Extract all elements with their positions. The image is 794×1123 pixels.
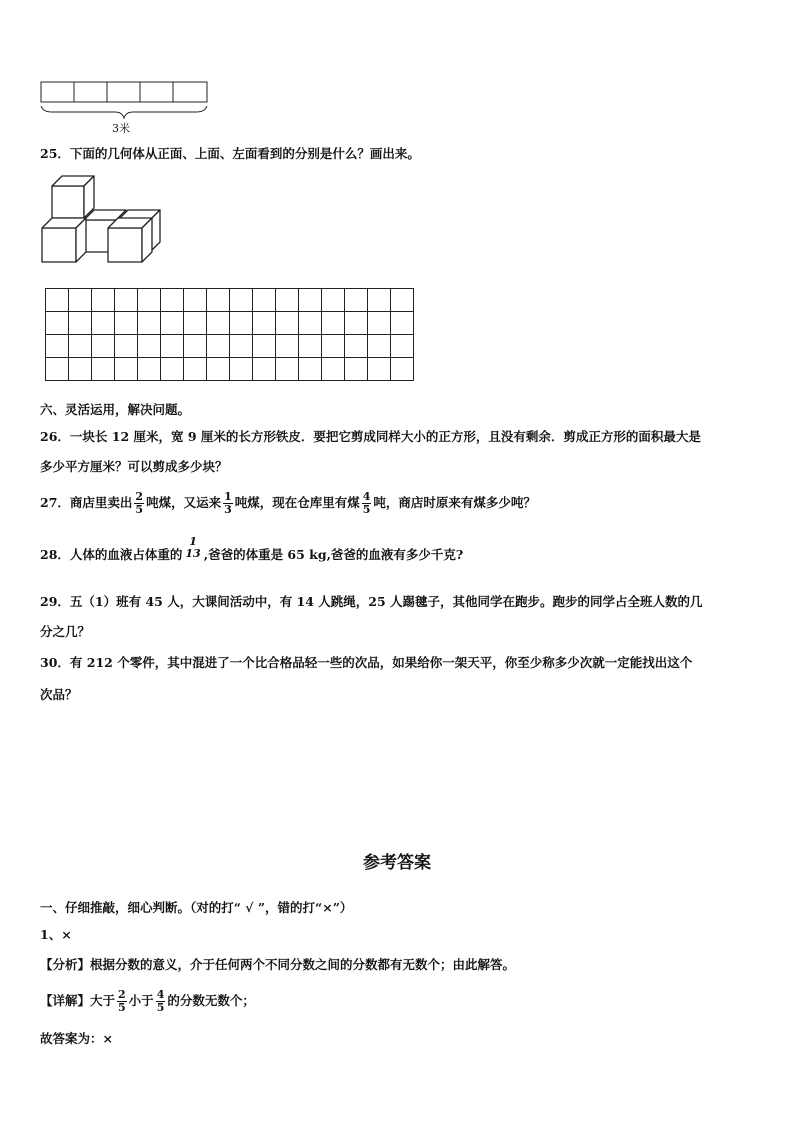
question-30-line2: 次品？: [40, 687, 78, 702]
question-29-line1: 29．五（1）班有 45 人，大课间活动中，有 14 人跳绳，25 人踢毽子，其他同学在跑步。跑步的同学占全班人数的几: [40, 594, 703, 609]
detail-text-1: 【详解】大于: [40, 993, 116, 1008]
q27-fraction-2: $\frac{1}{3}$: [224, 490, 232, 516]
detail-text-3: 的分数无数个；: [167, 993, 255, 1008]
q27-fraction-1: $\frac{2}{5}$: [135, 490, 144, 516]
q28-fraction: 1 13: [185, 535, 201, 560]
answers-section-1-heading: 一、仔细推敲，细心判断。（对的打“ √ ”，错的打“×”）: [40, 900, 353, 915]
q27-fraction-3: $\frac{4}{5}$: [362, 490, 371, 516]
measured-strip-figure: [40, 80, 210, 140]
section-6-heading: 六、灵活运用，解决问题。: [40, 402, 191, 417]
q27-text-1: 27．商店里卖出: [40, 495, 133, 510]
answer-item-1: 1、×: [40, 927, 72, 942]
answer-conclusion: 故答案为：×: [40, 1031, 113, 1046]
q27-text-2: 吨煤，又运来: [146, 495, 222, 510]
answer-analysis: 【分析】根据分数的意义，介于任何两个不同分数之间的分数都有无数个；由此解答。: [40, 957, 516, 972]
q27-text-3: 吨煤，现在仓库里有煤: [234, 495, 360, 510]
question-27: [40, 484, 536, 522]
stacked-cubes-drawing: [40, 174, 165, 266]
detail-fraction-2: $\frac{4}{5}$: [156, 988, 165, 1014]
question-30-line1: 30．有 212 个零件，其中混进了一个比合格品轻一些的次品，如果给你一架天平，你至少称多少次就一定能找出这个: [40, 655, 693, 670]
question-26-line1: 26．一块长 12 厘米，宽 9 厘米的长方形铁皮．要把它剪成同样大小的正方形，且没有剩余．剪成正方形的面积最大是: [40, 429, 701, 444]
answers-title: 参考答案: [363, 853, 431, 873]
strip-length-label: 3米: [112, 122, 130, 135]
q27-text-4: 吨，商店时原来有煤多少吨？: [373, 495, 536, 510]
answer-grid-table: [45, 288, 414, 381]
question-29-line2: 分之几？: [40, 624, 91, 639]
answer-detail: [40, 982, 255, 1020]
detail-text-2: 小于: [128, 993, 154, 1008]
detail-fraction-1: $\frac{2}{5}$: [118, 988, 126, 1014]
question-28: [40, 536, 463, 574]
q28-text-1: 28．人体的血液占体重的: [40, 547, 183, 562]
q28-text-2: ,爸爸的体重是 65 kg,爸爸的血液有多少千克?: [203, 547, 464, 562]
cube-solid-figure: [40, 174, 165, 270]
question-25: 25．下面的几何体从正面、上面、左面看到的分别是什么？画出来。: [40, 146, 420, 161]
question-26-line2: 多少平方厘米？可以剪成多少块？: [40, 459, 228, 474]
drawing-grid: [45, 288, 414, 381]
